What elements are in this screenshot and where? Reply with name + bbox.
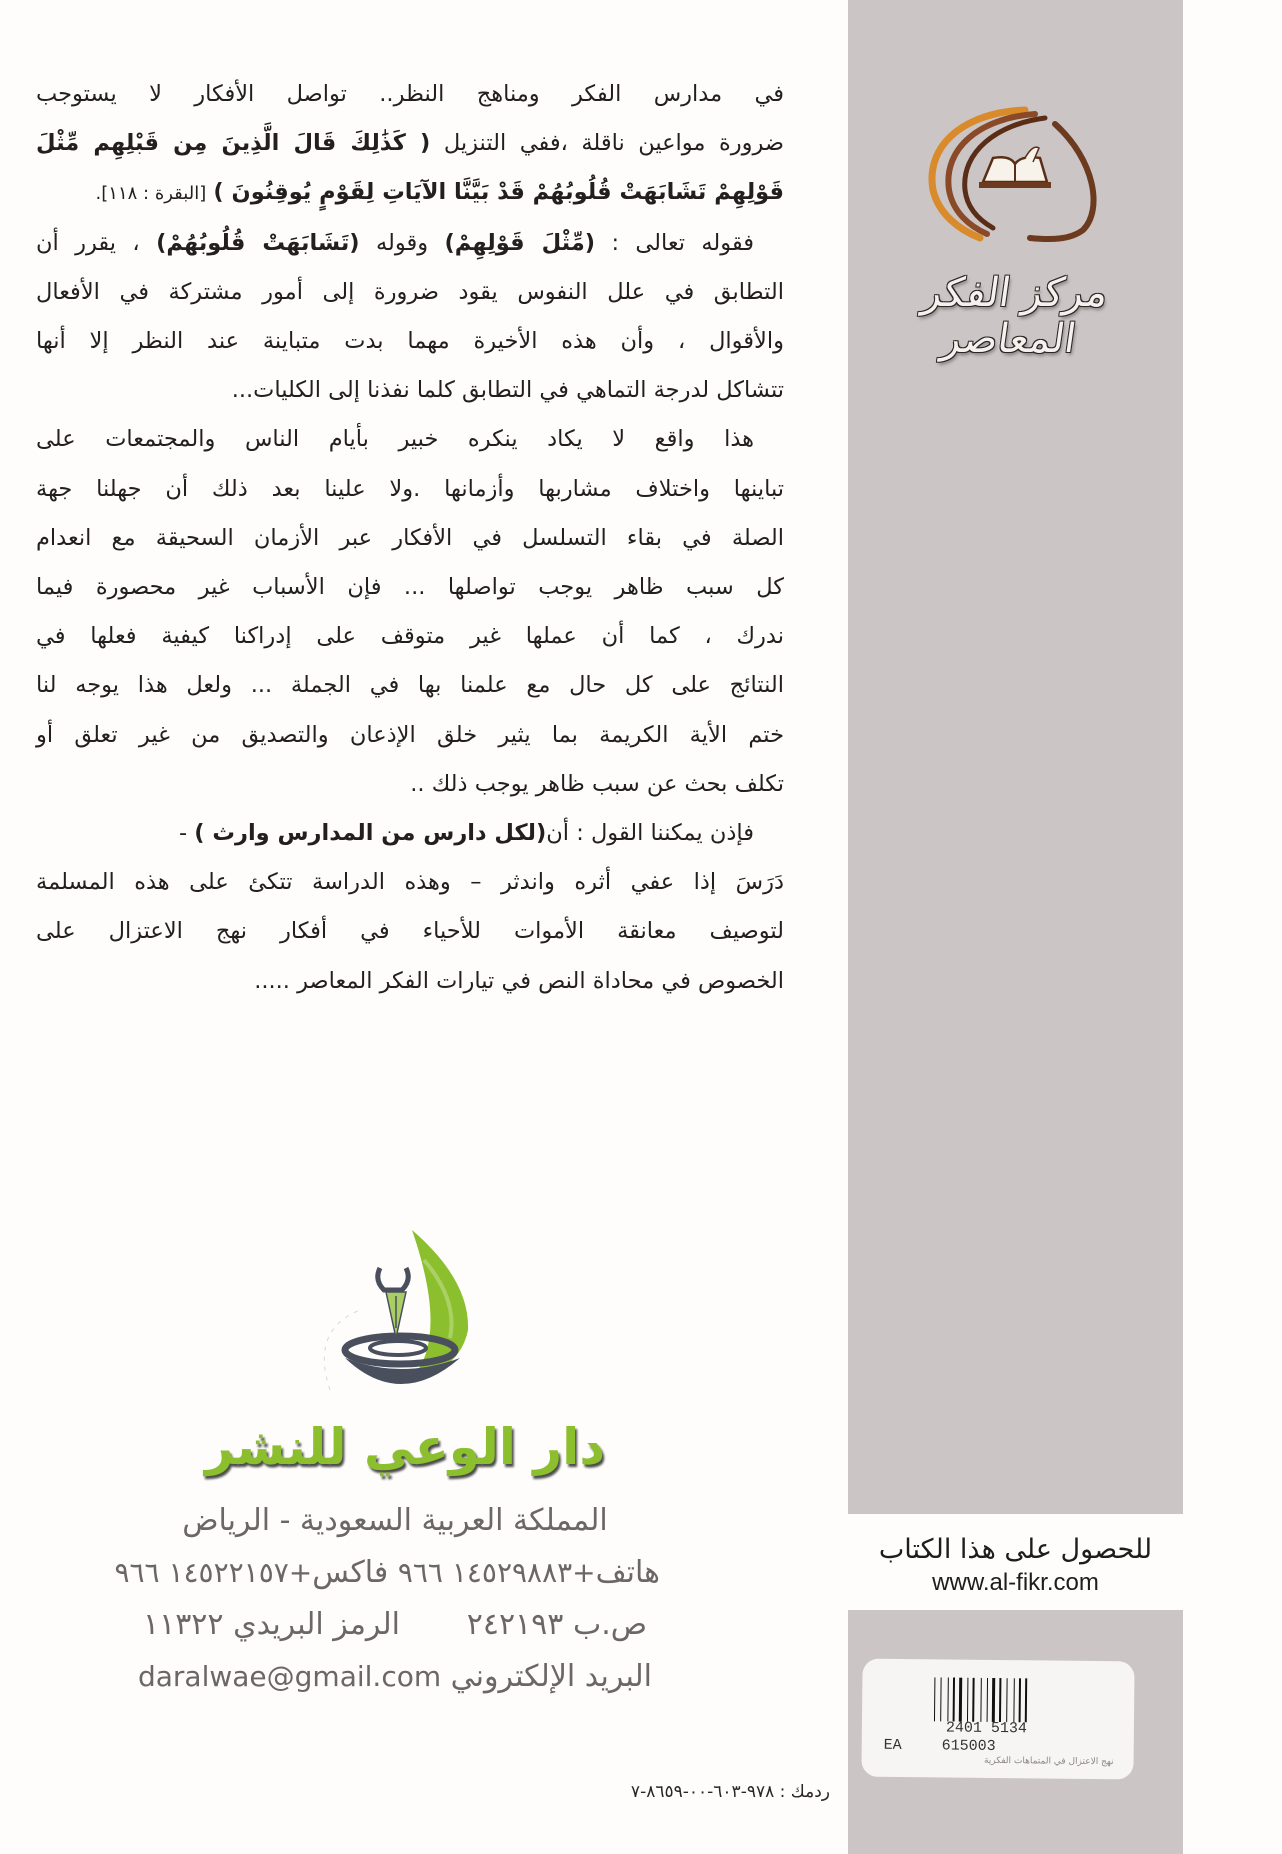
text-line: الخصوص في محاداة النص في تيارات الفكر المعاصر ..... <box>254 967 784 994</box>
quran-quote: (تَشَابَهَتْ قُلُوبُهُمْ) <box>156 229 360 256</box>
publisher-postal: ص.ب ٢٤٢١٩٣ الرمز البريدي ١١٣٢٢ <box>142 1607 648 1642</box>
text-line: كل سبب ظاهر يوجب تواصلها ... فإن الأسباب غير محصورة فيما <box>36 574 784 601</box>
website-link[interactable]: www.al-fikr.com <box>932 1569 1099 1596</box>
quran-quote: (مِّثْلَ قَوْلِهِمْ) <box>444 229 596 256</box>
text-line: ختم الأية الكريمة بما يثير خلق الإذعان والتصديق من غير تعلق أو <box>36 721 784 748</box>
text-line: فقوله تعالى : (مِّثْلَ قَوْلِهِمْ) وقوله (تَشَابَهَتْ قُلُوبُهُمْ) ، يقرر أن <box>36 229 755 256</box>
barcode-code: 615003 <box>941 1737 996 1755</box>
email-link[interactable]: daralwae@gmail.com <box>137 1660 442 1693</box>
publisher-email-row: البريد الإلكتروني daralwae@gmail.com <box>137 1659 652 1694</box>
phone-number: ١٤٥٢٩٨٨٣ ٩٦٦+ <box>397 1556 596 1589</box>
text-line: في مدارس الفكر ومناهج النظر.. تواصل الأفكار لا يستوجب <box>36 81 784 107</box>
publisher-location: المملكة العربية السعودية - الرياض <box>182 1503 608 1538</box>
text-line <box>36 168 784 218</box>
po-box: ٢٤٢١٩٣ <box>466 1607 564 1642</box>
maxim: (لكل دارس من المدارس وارث ) <box>194 820 547 847</box>
isbn-label: ردمك : <box>779 1782 830 1802</box>
quran-quote: قَوْلِهِمْ تَشَابَهَتْ قُلُوبُهُمْ قَدْ بَيَّنَّا الآيَاتِ لِقَوْمٍ يُوقِنُونَ ) <box>213 179 784 206</box>
get-book-panel <box>848 1514 1183 1610</box>
fax-number: ١٤٥٢٢١٥٧ ٩٦٦+ <box>114 1556 313 1589</box>
isbn <box>520 1782 830 1802</box>
text-line: تتشاكل لدرجة التماهي في التطابق كلما نفذنا إلى الكليات... <box>231 377 784 404</box>
postal-code: ١١٣٢٢ <box>142 1607 224 1642</box>
barcode-prefix: EA <box>883 1736 902 1754</box>
citation: [البقرة : ١١٨]. <box>95 183 207 205</box>
barcode-caption: نهج الاعتزال في المتماهات الفكرية <box>983 1755 1114 1768</box>
text-line: ضرورة مواعين ناقلة ،ففي التنزيل ( كَذَٰلِكَ قَالَ الَّذِينَ مِن قَبْلِهِم مِّثْلَ <box>36 130 785 157</box>
text-line: فإذن يمكننا القول : أن(لكل دارس من المدارس وارث ) - <box>178 820 754 847</box>
text-line: لتوصيف معانقة الأموات للأحياء في أفكار نهج الاعتزال على <box>36 918 784 945</box>
text-line: التطابق في علل النفوس يقود ضرورة إلى أمور مشتركة في الأفعال <box>36 278 784 305</box>
text-line: تباينها واختلاف مشاربها وأزمانها .ولا علينا بعد ذلك أن جهلنا جهة <box>36 475 784 502</box>
publisher-phone-fax: هاتف١٤٥٢٩٨٨٣ ٩٦٦+ فاكس١٤٥٢٢١٥٧ ٩٦٦+ <box>114 1555 660 1590</box>
text-line: هذا واقع لا يكاد ينكره خبير بأيام الناس والمجتمعات على <box>36 426 754 453</box>
text-line: دَرَسَ إذا عفي أثره واندثر – وهذه الدراسة تتكئ على هذه المسلمة <box>36 869 784 896</box>
text-line: النتائج على كل حال مع علمنا بها في الجملة ... ولعل هذا يوجه لنا <box>36 672 784 699</box>
get-book-label: للحصول على هذا الكتاب <box>878 1534 1153 1565</box>
publisher-contact <box>114 1495 660 1703</box>
publisher-name: دار الوعي للنشر <box>205 1418 605 1476</box>
book-logo-icon <box>905 100 1120 250</box>
barcode-number: 2401 5134 <box>945 1719 1028 1738</box>
publisher-logo-icon <box>300 1220 500 1400</box>
text-line: ندرك ، كما أن عملها غير متوقف على إدراكنا كيفية فعلها في <box>36 623 784 650</box>
isbn-value: ٩٧٨-٦٠٣-٠٠-٨٦٥٩-٧ <box>630 1782 775 1802</box>
barcode-sticker <box>861 1659 1134 1780</box>
body-text <box>36 70 784 1006</box>
text-line: الصلة في بقاء التسلسل في الأفكار عبر الأزمان السحيقة مع انعدام <box>36 524 784 551</box>
center-name-calligraphy: مركز الفكر المعاصر <box>919 270 1111 362</box>
text-line: تكلف بحث عن سبب ظاهر يوجب ذلك .. <box>410 770 784 797</box>
quran-quote: ( كَذَٰلِكَ قَالَ الَّذِينَ مِن قَبْلِهِم مِّثْلَ <box>36 130 431 157</box>
text-line: والأقوال ، وأن هذه الأخيرة مهما بدت متباينة عند النظر إلا أنها <box>36 328 784 355</box>
